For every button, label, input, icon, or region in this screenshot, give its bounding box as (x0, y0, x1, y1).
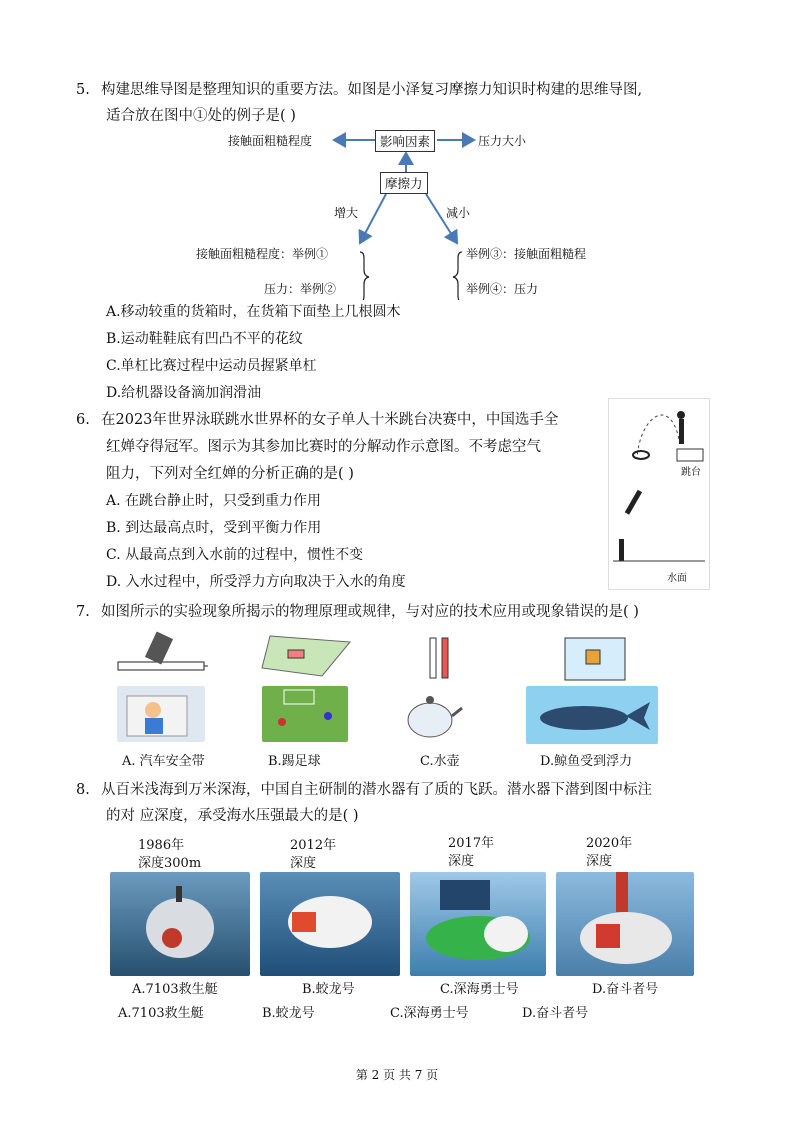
q6-stem-line1: 在2023年世界泳联跳水世界杯的女子单人十米跳台决赛中，中国选手全 (101, 412, 559, 428)
whale-picture (526, 686, 658, 744)
map-right-label: 压力大小 (478, 134, 527, 148)
page-footer: 第 2 页 共 7 页 (355, 1068, 439, 1082)
container-experiment (565, 638, 625, 680)
q8-stem-line1: 从百米浅海到万米深海，中国自主研制的潜水器有了质的飞跃。潜水器下潜到图中标注 (101, 782, 652, 798)
q8-number: 8. (76, 782, 90, 798)
q6-stem-line3: 阻力，下列对全红婵的分析正确的是( ) (106, 466, 354, 482)
photo-a (110, 872, 250, 976)
photo-a-depth: 深度300m (138, 856, 202, 871)
photo-c-caption: C.深海勇士号 (440, 982, 519, 997)
q6-number: 6. (76, 412, 90, 428)
map-dec-item1: 举例③：接触面粗糙程 (466, 247, 587, 261)
photo-b-caption: B.蛟龙号 (302, 982, 355, 997)
inertia-experiment (118, 632, 208, 670)
q8-option-d: D.奋斗者号 (522, 1006, 589, 1021)
q7-experiment-row (110, 628, 690, 688)
q6-option-a: A. 在跳台静止时，只受到重力作用 (106, 493, 322, 509)
q8-stem-line2: 的对 应深度，承受海水压强最大的是( ) (106, 808, 359, 824)
q5-stem-line2: 适合放在图中①处的例子是( ) (106, 108, 296, 124)
photo-d-caption: D.奋斗者号 (592, 982, 659, 997)
seatbelt-picture (117, 686, 205, 742)
water-label: 水面 (667, 573, 687, 584)
map-inc-item2: 压力：举例② (264, 282, 337, 296)
q5-option-b: B.运动鞋鞋底有凹凸不平的花纹 (106, 331, 303, 347)
q6-option-b: B. 到达最高点时，受到平衡力作用 (106, 520, 322, 536)
q7-option-a: A. 汽车安全带 (122, 754, 205, 769)
photo-c (410, 872, 546, 976)
q7-option-b: B.踢足球 (268, 754, 321, 769)
q8-option-a: A.7103救生艇 (118, 1006, 204, 1021)
q6-option-d: D. 入水过程中，所受浮力方向取决于入水的角度 (106, 574, 406, 590)
q5-number: 5. (76, 82, 90, 98)
diving-illustration (609, 399, 709, 589)
q5-option-c: C.单杠比赛过程中运动员握紧单杠 (106, 358, 317, 374)
q8-option-c: C.深海勇士号 (390, 1006, 469, 1021)
football-picture (262, 686, 348, 742)
photo-a-caption: A.7103救生艇 (132, 982, 218, 997)
photo-b-depth: 深度 (290, 856, 317, 871)
photo-c-year: 2017年 (448, 836, 495, 851)
photo-d-year: 2020年 (586, 836, 633, 851)
u-tube-experiment (430, 638, 448, 678)
q7-option-c: C.水壶 (420, 754, 460, 769)
q8-option-b: B.蛟龙号 (262, 1006, 315, 1021)
photo-d-depth: 深度 (586, 854, 613, 869)
photo-b (260, 872, 400, 976)
map-dec-item2: 举例④：压力 (466, 282, 539, 296)
q7-option-d: D.鲸鱼受到浮力 (540, 754, 633, 769)
q5-stem-line1: 构建思维导图是整理知识的重要方法。如图是小泽复习摩擦力知识时构建的思维导图, (101, 82, 643, 98)
q5-option-a: A.移动较重的货箱时，在货箱下面垫上几根圆木 (106, 304, 401, 320)
map-center-top-box: 影响因素 (375, 130, 435, 152)
map-increase-label: 增大 (334, 206, 359, 220)
q7-number: 7. (76, 604, 90, 620)
photo-b-year: 2012年 (290, 838, 337, 853)
map-center-box: 摩擦力 (380, 172, 428, 194)
map-decrease-label: 减小 (446, 206, 471, 220)
diving-figure (608, 398, 710, 590)
q5-option-d: D.给机器设备滴加润滑油 (106, 385, 262, 401)
q7-stem: 如图所示的实验现象所揭示的物理原理或规律，与对应的技术应用或现象错误的是( ) (101, 604, 639, 620)
photo-c-depth: 深度 (448, 854, 475, 869)
teapot-picture (398, 686, 464, 742)
map-left-label: 接触面粗糙程度 (228, 134, 313, 148)
pressure-experiment (262, 636, 350, 676)
q6-option-c: C. 从最高点到入水前的过程中，惯性不变 (106, 547, 364, 563)
q6-stem-line2: 红婵夺得冠军。图示为其参加比赛时的分解动作示意图。不考虑空气 (106, 439, 541, 455)
platform-label: 跳台 (681, 467, 701, 478)
photo-a-year: 1986年 (138, 838, 185, 853)
photo-d (556, 872, 694, 976)
map-inc-item1: 接触面粗糙程度：举例① (196, 247, 329, 261)
